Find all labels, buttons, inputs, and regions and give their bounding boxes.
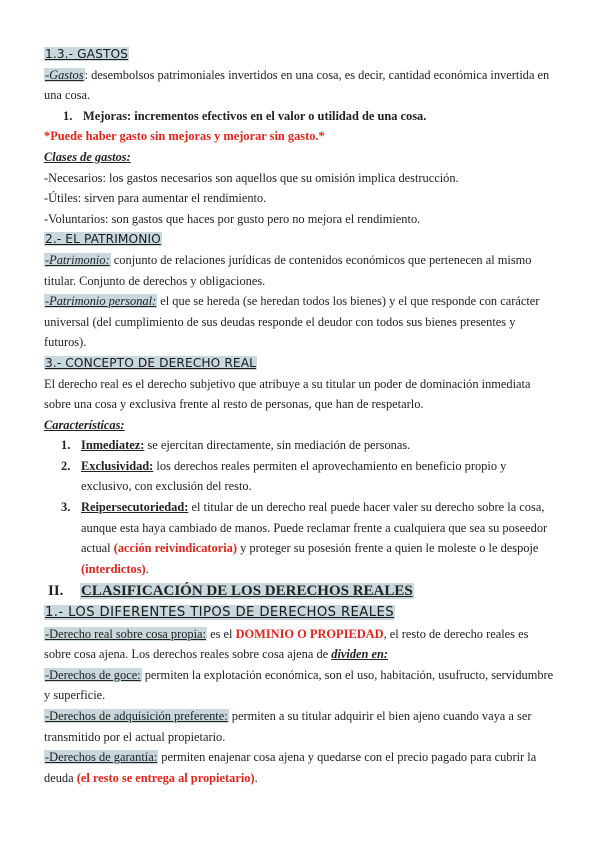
dividen-en: dividen en: <box>331 647 389 662</box>
chapter-title: CLASIFICACIÓN DE LOS DERECHOS REALES <box>81 583 413 600</box>
term-gastos: -Gastos <box>45 67 84 82</box>
roman-numeral: II. <box>48 583 64 600</box>
adquisicion-def-text: permiten a su titular adquirir el bien ajeno cuando vaya a ser transmitido por el actual propietario. <box>44 709 532 744</box>
term-garantia: -Derechos de garantía: <box>45 750 158 765</box>
list-number: 3. <box>61 500 71 515</box>
section-heading-patrimonio <box>44 229 556 250</box>
item-def: el titular de un derecho real puede hacer valer su derecho sobre la cosa, aunque esta haya cambiado de manos. Puede reclamar frente a cualquiera que sea su poseedor actual <box>81 500 548 556</box>
garantia-def-text: permiten enajenar cosa ajena y quedarse con el precio pagado para cubrir la deuda <box>44 750 537 785</box>
item-def-mid: y proteger su posesión frente a quien le moleste o le despoje <box>237 541 539 556</box>
accion-reivindicatoria: (acción reivindicatoria) <box>113 541 237 556</box>
clase-necesarios: -Necesarios: los gastos necesarios son aquellos que su omisión implica destrucción. <box>44 170 459 185</box>
cosa-propia-definition <box>44 624 556 665</box>
patrimonio-personal-def-text: el que se hereda (se heredan todos los bienes) y el que responde con carácter universal (del cumplimiento de sus deudas responde el deudor con todos sus bienes presentes y futuros). <box>44 294 540 350</box>
item-def: los derechos reales permiten el aprovechamiento en beneficio propio y exclusivo, con exclusión del resto. <box>81 458 507 494</box>
term-patrimonio: -Patrimonio: <box>45 252 110 267</box>
list-item <box>44 456 556 497</box>
heading-text: 1.- LOS DIFERENTES TIPOS DE DERECHOS REALES <box>45 605 394 621</box>
item-def: se ejercitan directamente, sin mediación de personas. <box>144 438 411 453</box>
resto-propietario: (el resto se entrega al propietario) <box>76 770 255 785</box>
gastos-def-text: : desembolsos patrimoniales invertidos en una cosa, es decir, cantidad económica invertida en una cosa. <box>44 67 550 103</box>
clase-voluntarios: -Voluntarios: son gastos que haces por gusto pero no mejora el rendimiento. <box>44 211 421 226</box>
list-number: 1. <box>61 438 71 453</box>
term-mejoras: Mejoras: <box>83 108 132 123</box>
list-number: 2. <box>61 458 71 473</box>
chapter-heading-clasificacion <box>44 581 556 602</box>
patrimonio-definition <box>44 250 556 291</box>
document-content <box>44 44 556 788</box>
heading-text: 3.- CONCEPTO DE DERECHO REAL <box>45 355 257 370</box>
goce-def-text: permiten la explotación económica, son el uso, habitación, usufructo, servidumbre y superficie. <box>44 667 554 703</box>
term-patrimonio-personal: -Patrimonio personal: <box>45 294 157 309</box>
list-number: 1. <box>63 108 73 123</box>
section-heading-gastos <box>44 44 556 65</box>
section-heading-tipos <box>44 602 556 624</box>
term-adquisicion: -Derechos de adquisición preferente: <box>45 709 228 723</box>
list-item <box>44 497 556 579</box>
caracteristicas-title: Características: <box>44 417 125 432</box>
term-exclusividad: Exclusividad: <box>81 458 154 473</box>
patrimonio-personal-definition <box>44 291 556 353</box>
patrimonio-def-text: conjunto de relaciones jurídicas de contenidos económicos que pertenecen al mismo titular. Conjunto de derechos y obligaciones. <box>44 252 532 288</box>
term-inmediatez: Inmediatez: <box>81 438 145 453</box>
derecho-real-intro: El derecho real es el derecho subjetivo que atribuye a su titular un poder de dominación inmediata sobre una cosa y exclusiva frente al resto de personas, que han de respetarlo. <box>44 376 531 412</box>
cosa-propia-text-b: , el resto de derecho reales es sobre cosa ajena. Los derechos reales sobre cosa ajena de <box>44 626 529 662</box>
cosa-propia-text-a: es el <box>207 626 236 641</box>
item-def-end: . <box>145 561 149 576</box>
list-item <box>44 435 556 456</box>
heading-text: 1.3.- GASTOS <box>45 47 129 61</box>
section-heading-derecho-real <box>44 353 556 374</box>
term-goce: -Derechos de goce: <box>45 667 141 682</box>
garantia-end: . <box>254 770 258 785</box>
gastos-note: *Puede haber gasto sin mejoras y mejorar sin gasto.* <box>44 129 325 144</box>
adquisicion-definition <box>44 706 556 747</box>
term-reipersecutoriedad: Reipersecutoriedad: <box>81 500 189 515</box>
goce-definition <box>44 665 556 706</box>
gastos-definition <box>44 65 556 106</box>
dominio-propiedad: DOMINIO O PROPIEDAD <box>235 626 384 641</box>
mejoras-item <box>44 106 556 127</box>
interdictos: (interdictos) <box>81 561 146 576</box>
clases-title: Clases de gastos: <box>44 149 131 164</box>
heading-text: 2.- EL PATRIMONIO <box>45 232 161 247</box>
mejoras-def: incrementos efectivos en el valor o utilidad de una cosa. <box>131 108 427 123</box>
term-cosa-propia: -Derecho real sobre cosa propia: <box>45 626 206 641</box>
clase-utiles: -Útiles: sirven para aumentar el rendimiento. <box>44 191 267 206</box>
garantia-definition <box>44 747 556 788</box>
